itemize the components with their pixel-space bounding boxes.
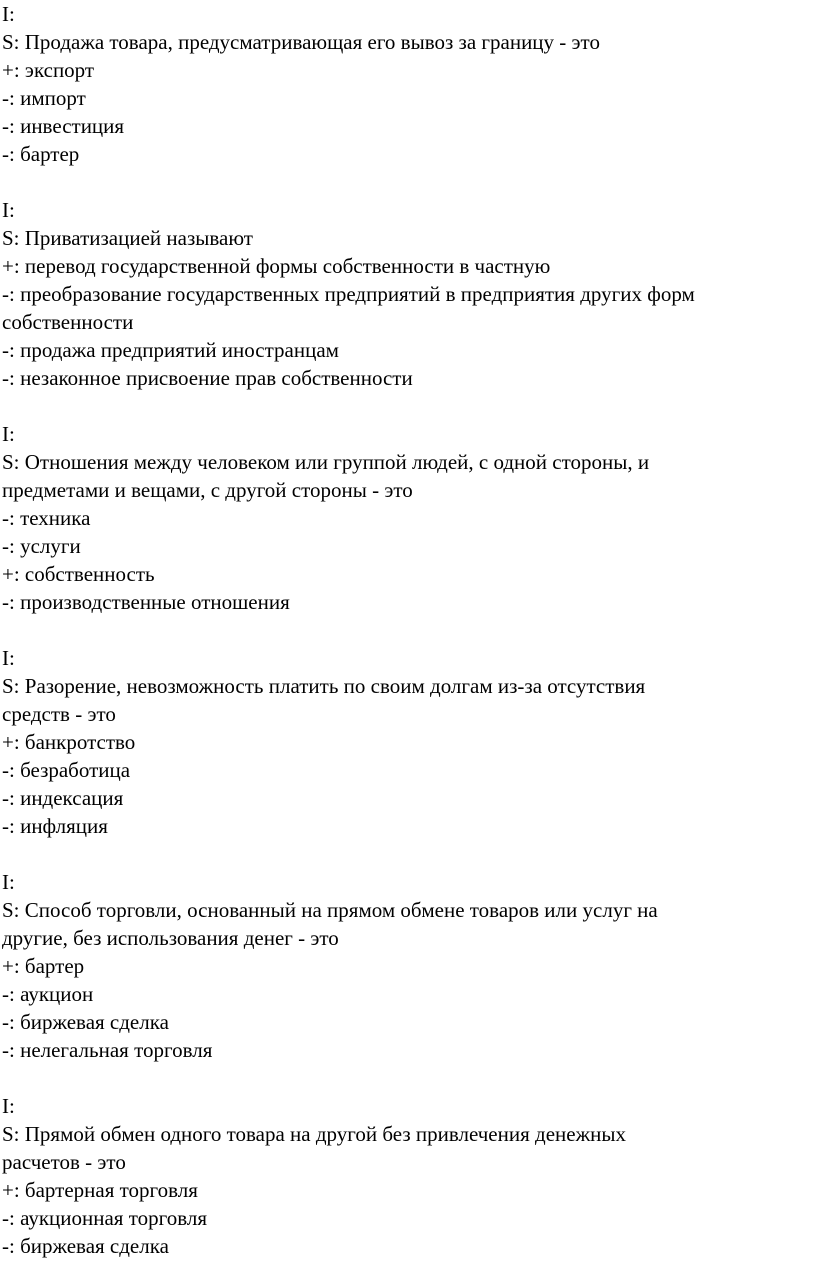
question-marker: I: [2, 198, 15, 222]
answer-option: -: инвестиция [2, 114, 125, 138]
question-text: S: Продажа товара, предусматривающая его вывоз за границу - это [2, 30, 600, 54]
question-marker: I: [2, 646, 15, 670]
answer-option: -: биржевая сделка [2, 1010, 169, 1034]
answer-option: -: бартер [2, 142, 80, 166]
answer-option: -: аукционная торговля [2, 1206, 207, 1230]
answer-option-continued: собственности [2, 310, 134, 334]
answer-option: -: нелегальная торговля [2, 1038, 213, 1062]
question-block [2, 420, 806, 616]
answer-option: -: преобразование государственных предприятий в предприятия других форм [2, 282, 695, 306]
question-text-continued: другие, без использования денег - это [2, 926, 339, 950]
question-text-continued: расчетов - это [2, 1150, 126, 1174]
answer-correct: +: собственность [2, 562, 155, 586]
answer-option: -: инфляция [2, 814, 108, 838]
question-text: S: Прямой обмен одного товара на другой без привлечения денежных [2, 1122, 626, 1146]
question-marker: I: [2, 422, 15, 446]
question-text: S: Способ торговли, основанный на прямом обмене товаров или услуг на [2, 898, 658, 922]
answer-correct: +: бартер [2, 954, 85, 978]
question-text: S: Разорение, невозможность платить по своим долгам из-за отсутствия [2, 674, 646, 698]
question-text: S: Отношения между человеком или группой людей, с одной стороны, и [2, 450, 650, 474]
spacer [2, 392, 806, 420]
answer-option: -: продажа предприятий иностранцам [2, 338, 339, 362]
spacer [2, 840, 806, 868]
answer-option: -: индексация [2, 786, 124, 810]
question-block [2, 196, 806, 392]
question-text: S: Приватизацией называют [2, 226, 253, 250]
question-marker: I: [2, 870, 15, 894]
question-block [2, 868, 806, 1064]
answer-correct: +: перевод государственной формы собственности в частную [2, 254, 551, 278]
answer-option: -: незаконное присвоение прав собственности [2, 366, 413, 390]
answer-correct: +: экспорт [2, 58, 95, 82]
question-text-continued: предметами и вещами, с другой стороны - это [2, 478, 413, 502]
question-block [2, 0, 806, 168]
question-text-continued: средств - это [2, 702, 116, 726]
answer-correct: +: банкротство [2, 730, 136, 754]
answer-option: -: аукцион [2, 982, 94, 1006]
answer-option: -: биржевая сделка [2, 1234, 169, 1258]
spacer [2, 616, 806, 644]
spacer [2, 1064, 806, 1092]
question-marker: I: [2, 1094, 15, 1118]
question-block [2, 1092, 806, 1260]
answer-option: -: техника [2, 506, 91, 530]
question-block [2, 644, 806, 840]
answer-correct: +: бартерная торговля [2, 1178, 198, 1202]
answer-option: -: безработица [2, 758, 131, 782]
answer-option: -: импорт [2, 86, 86, 110]
answer-option: -: услуги [2, 534, 81, 558]
question-marker: I: [2, 2, 15, 26]
answer-option: -: производственные отношения [2, 590, 290, 614]
spacer [2, 168, 806, 196]
